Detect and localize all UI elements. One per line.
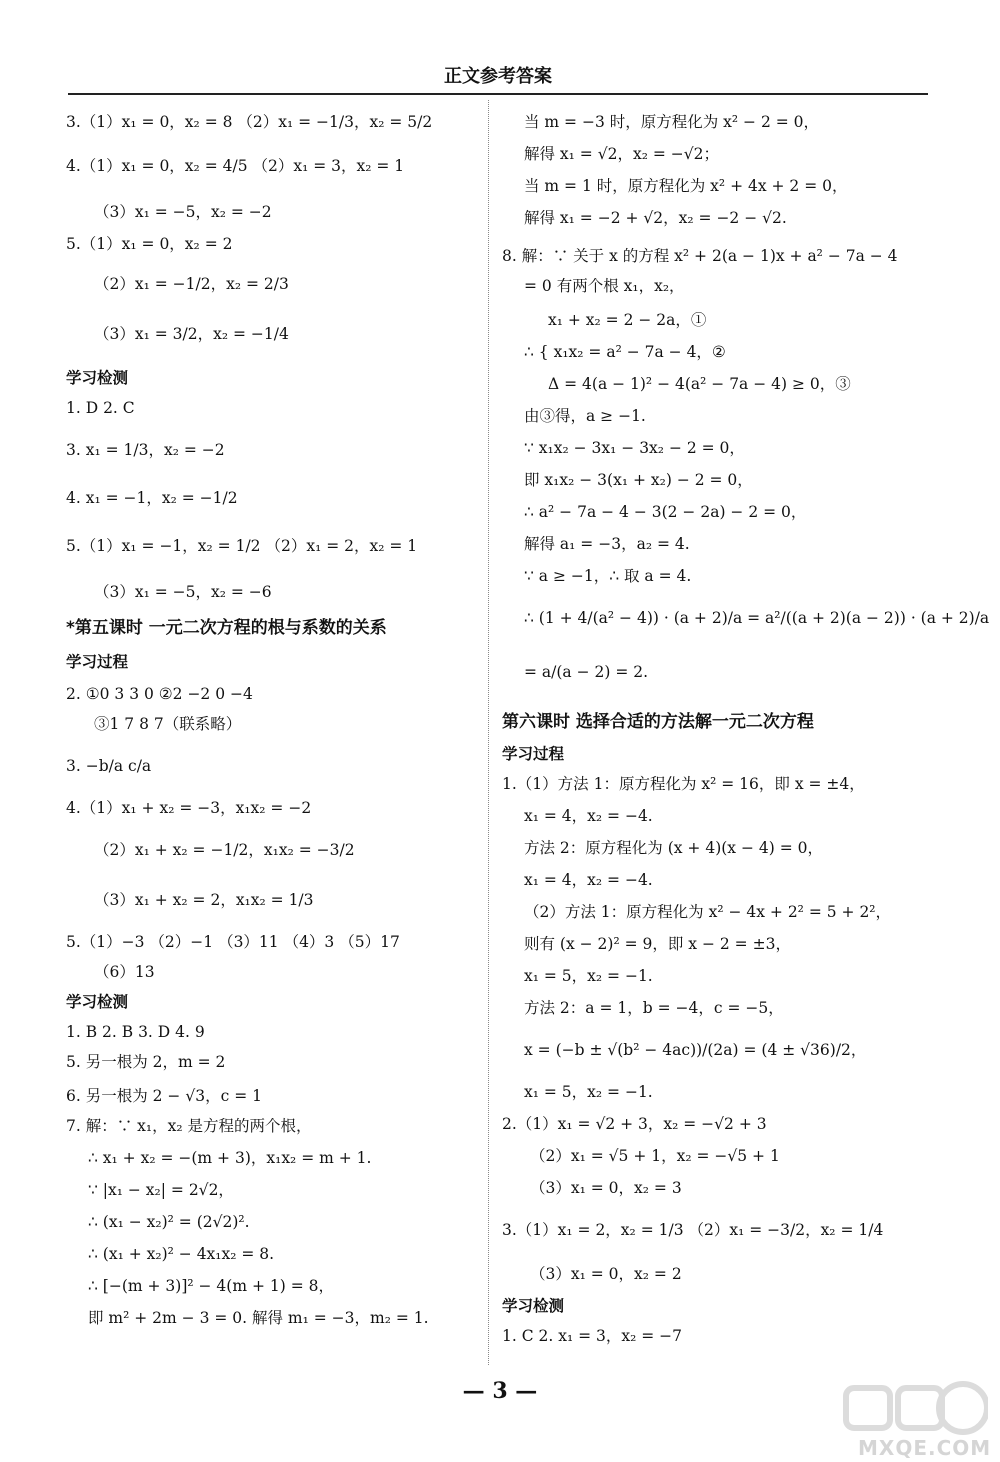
right-column-line: （2）x₁ = √5 + 1，x₂ = −√5 + 1 <box>530 1147 780 1165</box>
left-column-line: 3. −b/a c/a <box>66 757 152 775</box>
left-column-line: （3）x₁ = −5，x₂ = −6 <box>94 583 272 601</box>
right-column-line: 第六课时 选择合适的方法解一元二次方程 <box>502 712 814 732</box>
right-column-line: x₁ = 5，x₂ = −1. <box>524 1083 653 1101</box>
right-column-line: 解得 x₁ = −2 + √2，x₂ = −2 − √2. <box>524 209 787 227</box>
right-column-line: x₁ = 4，x₂ = −4. <box>524 807 653 825</box>
header-rule <box>68 93 928 95</box>
left-column-line: 5. 另一根为 2，m = 2 <box>66 1053 226 1071</box>
right-column-line: x₁ = 5，x₂ = −1. <box>524 967 653 985</box>
left-column-line: ∴ [−(m + 3)]² − 4(m + 1) = 8， <box>88 1277 334 1295</box>
left-column-line: 5.（1）x₁ = −1，x₂ = 1/2 （2）x₁ = 2，x₂ = 1 <box>66 537 418 555</box>
left-column-line: 即 m² + 2m − 3 = 0. 解得 m₁ = −3，m₂ = 1. <box>88 1309 429 1327</box>
right-column-line: 学习过程 <box>502 745 565 763</box>
left-column-line: 7. 解：∵ x₁，x₂ 是方程的两个根， <box>66 1117 312 1135</box>
right-column-line: 1. C 2. x₁ = 3，x₂ = −7 <box>502 1327 683 1345</box>
left-column-line: （2）x₁ + x₂ = −1/2，x₁x₂ = −3/2 <box>94 841 355 859</box>
page-number: — 3 — <box>462 1378 538 1404</box>
left-column-line: 4. x₁ = −1，x₂ = −1/2 <box>66 489 238 507</box>
right-column-line: 2.（1）x₁ = √2 + 3，x₂ = −√2 + 3 <box>502 1115 767 1133</box>
left-column-line: 2. ①0 3 3 0 ②2 −2 0 −4 <box>66 685 253 703</box>
right-column-line: 学习检测 <box>502 1297 565 1315</box>
left-column-line: 学习过程 <box>66 653 129 671</box>
right-column-line: ∵ x₁x₂ − 3x₁ − 3x₂ − 2 = 0， <box>524 439 745 457</box>
left-column-line: （6）13 <box>94 963 155 981</box>
right-column-line: （3）x₁ = 0，x₂ = 3 <box>530 1179 682 1197</box>
right-column-line: x₁ + x₂ = 2 − 2a，① <box>548 311 707 329</box>
left-column-line: 1. B 2. B 3. D 4. 9 <box>66 1023 205 1041</box>
left-column-line: 1. D 2. C <box>66 399 135 417</box>
left-column-line: ∴ x₁ + x₂ = −(m + 3)，x₁x₂ = m + 1. <box>88 1149 372 1167</box>
column-divider <box>488 100 489 1365</box>
right-column-line: 当 m = −3 时，原方程化为 x² − 2 = 0， <box>524 113 820 131</box>
left-column-line: 3.（1）x₁ = 0，x₂ = 8 （2）x₁ = −1/3，x₂ = 5/2 <box>66 113 433 131</box>
left-column-line: 5.（1）−3 （2）−1 （3）11 （4）3 （5）17 <box>66 933 400 951</box>
left-column-line: 3. x₁ = 1/3，x₂ = −2 <box>66 441 225 459</box>
right-column-line: （3）x₁ = 0，x₂ = 2 <box>530 1265 682 1283</box>
left-column-line: *第五课时 一元二次方程的根与系数的关系 <box>66 618 387 638</box>
left-column-line: （3）x₁ = 3/2，x₂ = −1/4 <box>94 325 289 343</box>
right-column-line: = a/(a − 2) = 2. <box>524 663 649 681</box>
left-column-line: ③1 7 8 7（联系略） <box>94 715 242 733</box>
right-column-line: ∵ a ≥ −1，∴ 取 a = 4. <box>524 567 692 585</box>
left-column-line: （3）x₁ = −5，x₂ = −2 <box>94 203 272 221</box>
left-column-line: 6. 另一根为 2 − √3，c = 1 <box>66 1087 262 1105</box>
left-column-line: （2）x₁ = −1/2，x₂ = 2/3 <box>94 275 289 293</box>
right-column <box>502 112 990 1346</box>
right-column-line: 1.（1）方法 1：原方程化为 x² = 16，即 x = ±4， <box>502 775 865 793</box>
page-header-title: 正文参考答案 <box>444 66 552 87</box>
right-column-line: ∴ { x₁x₂ = a² − 7a − 4，② <box>524 343 726 361</box>
right-column-line: x = (−b ± √(b² − 4ac))/(2a) = (4 ± √36)/2， <box>524 1041 867 1059</box>
right-column-line: 则有 (x − 2)² = 9，即 x − 2 = ±3， <box>524 935 791 953</box>
left-column-line: 学习检测 <box>66 369 129 387</box>
watermark-text: MXQE.COM <box>858 1436 992 1460</box>
right-column-line: x₁ = 4，x₂ = −4. <box>524 871 653 889</box>
left-column-line: ∴ (x₁ − x₂)² = (2√2)². <box>88 1213 250 1231</box>
left-column-line: 4.（1）x₁ = 0，x₂ = 4/5 （2）x₁ = 3，x₂ = 1 <box>66 157 405 175</box>
right-column-line: ∴ a² − 7a − 4 − 3(2 − 2a) − 2 = 0， <box>524 503 807 521</box>
right-column-line: （2）方法 1：原方程化为 x² − 4x + 2² = 5 + 2²， <box>524 903 892 921</box>
left-column-line: ∵ |x₁ − x₂| = 2√2， <box>88 1181 234 1199</box>
right-column-line: 3.（1）x₁ = 2，x₂ = 1/3 （2）x₁ = −3/2，x₂ = 1/4 <box>502 1221 884 1239</box>
right-column-line: 解得 x₁ = √2，x₂ = −√2； <box>524 145 719 163</box>
left-column-line: 5.（1）x₁ = 0，x₂ = 2 <box>66 235 233 253</box>
left-column-line: 学习检测 <box>66 993 129 1011</box>
left-column-line: ∴ (x₁ + x₂)² − 4x₁x₂ = 8. <box>88 1245 275 1263</box>
right-column-line: 即 x₁x₂ − 3(x₁ + x₂) − 2 = 0， <box>524 471 753 489</box>
right-column-line: 8. 解：∵ 关于 x 的方程 x² + 2(a − 1)x + a² − 7a − 4 <box>502 247 898 265</box>
right-column-line: = 0 有两个根 x₁，x₂， <box>524 277 685 295</box>
left-column <box>66 112 486 1328</box>
left-column-line: 4.（1）x₁ + x₂ = −3，x₁x₂ = −2 <box>66 799 312 817</box>
right-column-line: 方法 2：原方程化为 (x + 4)(x − 4) = 0， <box>524 839 823 857</box>
right-column-line: 由③得，a ≥ −1. <box>524 407 646 425</box>
right-column-line: 方法 2：a = 1，b = −4，c = −5， <box>524 999 784 1017</box>
right-column-line: 当 m = 1 时，原方程化为 x² + 4x + 2 = 0， <box>524 177 848 195</box>
left-column-line: （3）x₁ + x₂ = 2，x₁x₂ = 1/3 <box>94 891 314 909</box>
right-column-line: 解得 a₁ = −3，a₂ = 4. <box>524 535 690 553</box>
right-column-line: ∴ (1 + 4/(a² − 4)) · (a + 2)/a = a²/((a + 2)(a − 2)) · (a + 2)/a <box>524 609 990 627</box>
right-column-line: Δ = 4(a − 1)² − 4(a² − 7a − 4) ≥ 0，③ <box>548 375 851 393</box>
